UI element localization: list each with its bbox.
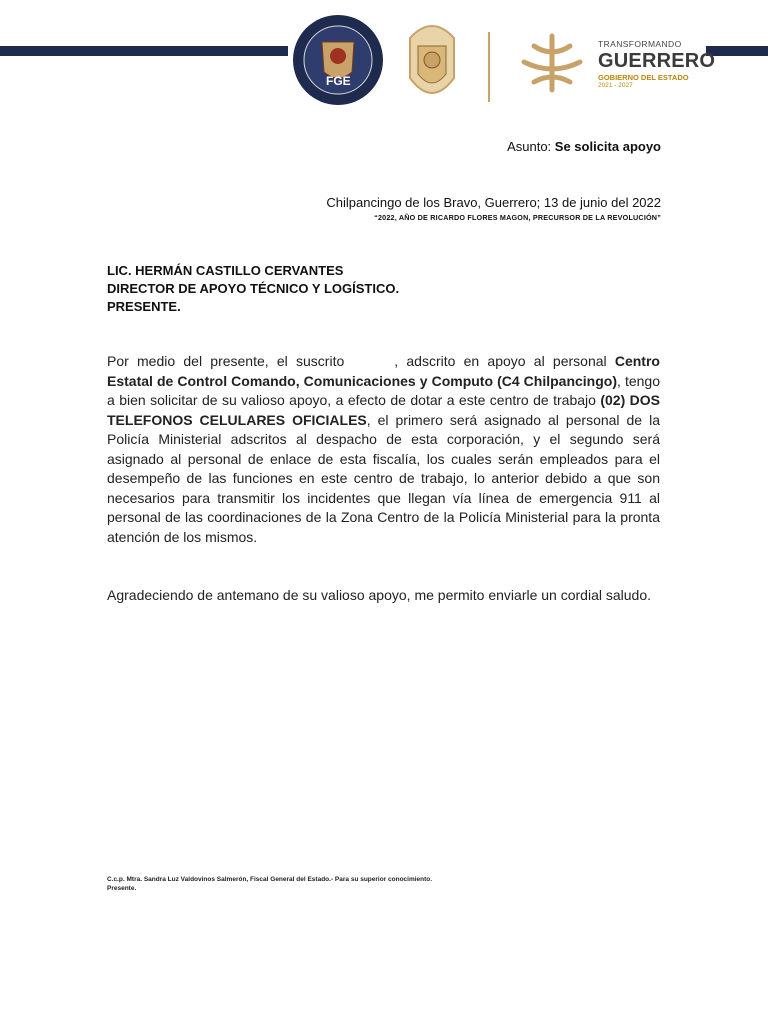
p1-text-b: , adscrito en apoyo al personal [394,353,607,369]
subject-line [507,139,661,154]
year-motto: “2022, AÑO DE RICARDO FLORES MAGON, PRECURSOR DE LA REVOLUCIÓN” [374,213,661,222]
seal-label: FGE [326,74,351,88]
p1-text-a: Por medio del presente, el suscrito [107,353,345,369]
brand-top: TRANSFORMANDO [598,39,682,49]
brand-sub: GOBIERNO DEL ESTADO [598,72,689,82]
subject-label: Asunto: [507,139,552,154]
ccp-presente: Presente. [107,885,137,892]
brand-text [598,40,715,90]
recipient-name: LIC. HERMÁN CASTILLO CERVANTES [107,263,344,278]
guerrero-crest-icon [404,16,460,106]
subject-value: Se solicita apoyo [554,139,661,154]
p1-bold-phones: (02) DOS TELEFONOS CELULARES OFICIALES [107,392,660,428]
brand-main: GUERRERO [598,49,716,72]
paragraph-closing: Agradeciendo de antemano de su valioso apoyo, me permito enviarle un cordial saludo. [107,587,652,603]
header-bar-left [0,46,292,56]
recipient-block [107,262,399,316]
header-bar-right [706,46,768,56]
place-date: Chilpancingo de los Bravo, Guerrero; 13 de junio del 2022 [326,195,661,210]
header-logos [288,10,716,110]
guerrero-glyph-icon [514,28,590,98]
p1-text-c: , tengo a bien solicitar de su valioso apoyo, a efecto de dotar a este centro de trabajo [107,372,660,408]
ccp-block [107,875,432,893]
recipient-title: DIRECTOR DE APOYO TÉCNICO Y LOGÍSTICO. [107,281,400,296]
paragraph-request [107,352,660,547]
fge-seal-icon [292,14,384,106]
ccp-line: C.c.p. Mtra. Sandra Luz Valdovinos Salmerón, Fiscal General del Estado.- Para su superior conocimiento. [107,876,433,883]
recipient-presente: PRESENTE. [107,299,181,314]
brand-years: 2021 - 2027 [598,82,633,89]
p1-bold-center: Centro Estatal de Control Comando, Comunicaciones y Computo (C4 Chilpancingo) [107,353,660,389]
logo-separator [488,32,490,102]
p1-text-d: , el primero será asignado al personal de la Policía Ministerial adscritos al despacho de esta corporación, y el segundo será asignado al personal de enlace de esta fiscalía, los cuales serán empleados para el desempeño de las funciones en este centro de trabajo, lo anterior debido a que son necesarios para transmitir los incidentes que llegan vía línea de emergencia 911 al personal de las coordinaciones de la Zona Centro de la Policía Ministerial para la pronta atención de los mismos. [107,411,660,545]
